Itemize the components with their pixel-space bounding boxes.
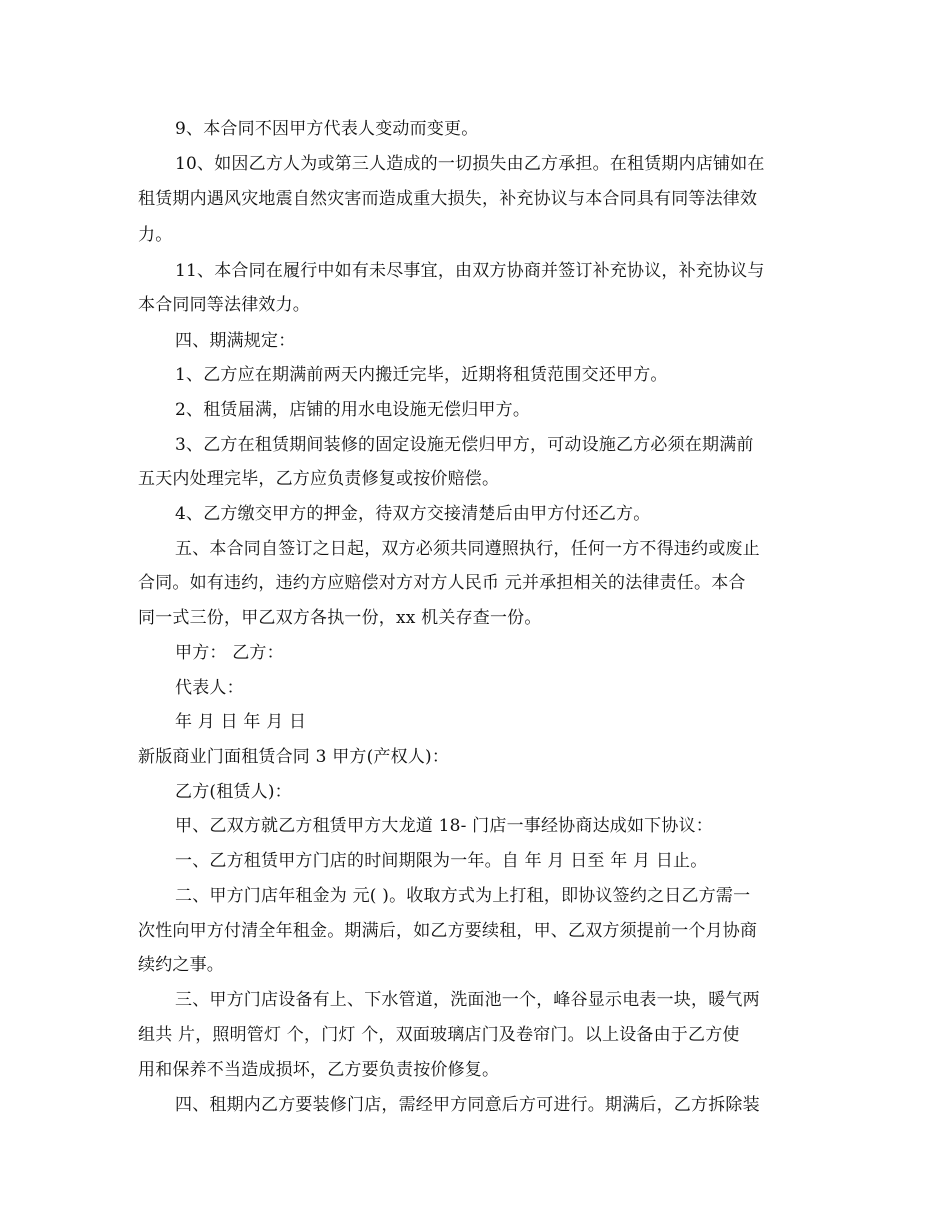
text-line: 五天内处理完毕，乙方应负责修复或按价赔偿。 — [138, 469, 500, 489]
text-line: 二、甲方门店年租金为 元( )。收取方式为上打租，即协议签约之日乙方需一 — [175, 886, 751, 906]
section-heading: 四、期满规定： — [175, 331, 296, 351]
text-line: 四、租期内乙方要装修门店，需经甲方同意后方可进行。期满后，乙方拆除装 — [175, 1095, 760, 1115]
text-line: 续约之事。 — [138, 955, 224, 975]
text-line: 3、乙方在租赁期间装修的固定设施无偿归甲方，可动设施乙方必须在期满前 — [175, 435, 754, 455]
text-line: 租赁期内遇风灾地震自然灾害而造成重大损失，补充协议与本合同具有同等法律效 — [138, 189, 758, 209]
text-line: 1、乙方应在期满前两天内搬迁完毕，近期将租赁范围交还甲方。 — [175, 365, 668, 385]
signature-line: 甲方： 乙方： — [175, 643, 284, 663]
document-title-line: 新版商业门面租赁合同 3 甲方(产权人)： — [138, 747, 450, 767]
text-line: 11、本合同在履行中如有未尽事宜，由双方协商并签订补充协议，补充协议与 — [175, 261, 765, 281]
text-line: 2、租赁届满，店铺的用水电设施无偿归甲方。 — [175, 400, 531, 420]
text-line: 力。 — [138, 225, 173, 245]
signature-line: 代表人： — [175, 678, 244, 698]
text-line: 同一式三份，甲乙双方各执一份，xx 机关存查一份。 — [138, 608, 542, 628]
text-line: 用和保养不当造成损坏，乙方要负责按价修复。 — [138, 1060, 500, 1080]
text-line: 9、本合同不因甲方代表人变动而变更。 — [175, 119, 479, 139]
text-line: 4、乙方缴交甲方的押金，待双方交接清楚后由甲方付还乙方。 — [175, 504, 651, 524]
text-line: 组共 片，照明管灯 个，门灯 个，双面玻璃店门及卷帘门。以上设备由于乙方使 — [138, 1025, 740, 1045]
text-line: 次性向甲方付清全年租金。期满后，如乙方要续租，甲、乙双方须提前一个月协商 — [138, 921, 758, 941]
text-line: 10、如因乙方人为或第三人造成的一切损失由乙方承担。在租赁期内店铺如在 — [175, 154, 765, 174]
text-line: 本合同同等法律效力。 — [138, 295, 310, 315]
text-line: 一、乙方租赁甲方门店的时间期限为一年。自 年 月 日至 年 月 日止。 — [175, 851, 708, 871]
text-line: 乙方(租赁人)： — [175, 782, 292, 802]
text-line: 五、本合同自签订之日起，双方必须共同遵照执行，任何一方不得违约或废止 — [175, 539, 760, 559]
date-line: 年 月 日 年 月 日 — [175, 712, 307, 732]
text-line: 合同。如有违约，违约方应赔偿对方对方人民币 元并承担相关的法律责任。本合 — [138, 573, 746, 593]
text-line: 三、甲方门店设备有上、下水管道，洗面池一个，峰谷显示电表一块，暖气两 — [175, 990, 760, 1010]
text-line: 甲、乙双方就乙方租赁甲方大龙道 18- 门店一事经协商达成如下协议： — [175, 816, 713, 836]
